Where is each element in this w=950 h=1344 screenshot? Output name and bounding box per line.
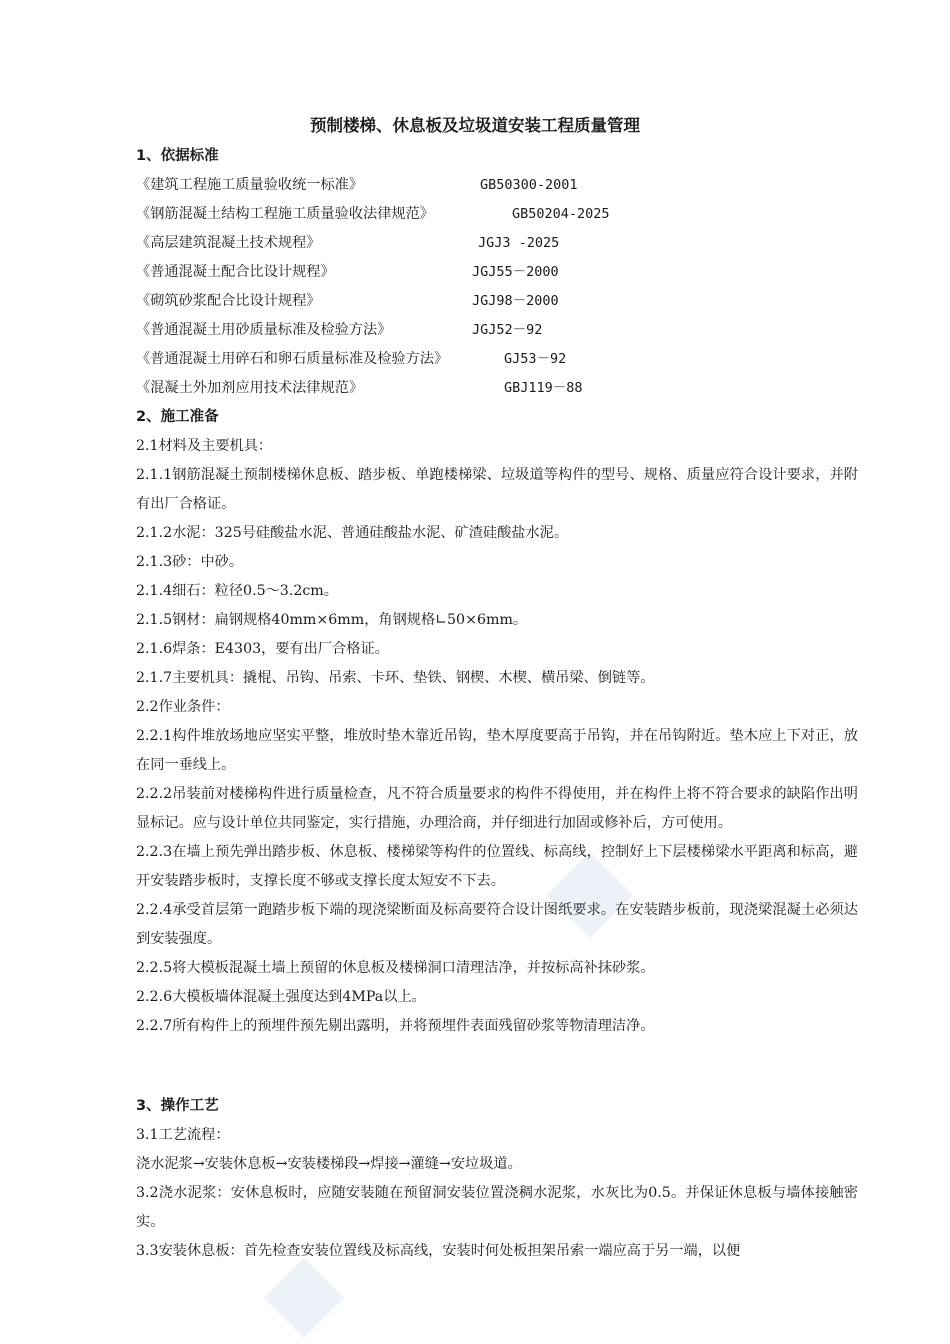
- paragraph: 2.2.1构件堆放场地应坚实平整，堆放时垫木靠近吊钩，垫木厚度要高于吊钩，并在吊钩附近。垫木应上下对正，放在同一垂线上。: [136, 728, 858, 773]
- paragraph: 浇水泥浆→安装休息板→安装楼梯段→焊接→灌缝→安垃圾道。: [136, 1156, 522, 1172]
- standard-name: 《钢筋混凝土结构工程施工质量验收法律规范》: [136, 206, 434, 222]
- standard-item: [136, 345, 858, 374]
- section-heading: 2、施工准备: [136, 409, 219, 425]
- paragraph: 2.2.2吊装前对楼梯构件进行质量检查，凡不符合质量要求的构件不得使用，并在构件上将不符合要求的缺陷作出明显标记。应与设计单位共同鉴定，实行措施，办理洽商，并仔细进行加固或修补后，方可使用。: [136, 786, 858, 831]
- watermark-icon: [262, 1256, 346, 1340]
- paragraph: 2.1.5钢材：扁钢规格40mm×6mm，角钢规格∟50×6mm。: [136, 612, 528, 628]
- standard-name: 《高层建筑混凝土技术规程》: [136, 235, 321, 251]
- standard-code: GB50300-2001: [480, 177, 578, 193]
- paragraph: 2.1.7主要机具：撬棍、吊钩、吊索、卡环、垫铁、钢楔、木楔、横吊梁、倒链等。: [136, 670, 655, 686]
- standard-code: JGJ55－2000: [472, 264, 559, 280]
- paragraph: 2.1.1钢筋混凝土预制楼梯休息板、踏步板、单跑楼梯梁、垃圾道等构件的型号、规格、质量应符合设计要求，并附有出厂合格证。: [136, 467, 858, 512]
- standard-name: 《普通混凝土用碎石和卵石质量标准及检验方法》: [136, 351, 449, 367]
- standard-code: GJ53－92: [504, 351, 567, 367]
- standard-item: [136, 374, 858, 403]
- standard-item: [136, 287, 858, 316]
- paragraph: 2.2.4承受首层第一跑踏步板下端的现浇梁断面及标高要符合设计图纸要求。在安装踏步板前，现浇梁混凝土必须达到安装强度。: [136, 902, 858, 947]
- standard-name: 《砌筑砂浆配合比设计规程》: [136, 293, 321, 309]
- section-heading: 3、操作工艺: [136, 1098, 219, 1114]
- standard-item: [136, 258, 858, 287]
- standard-code: JGJ52－92: [472, 322, 543, 338]
- standard-item: [136, 316, 858, 345]
- section-standards: [136, 142, 858, 403]
- standard-code: GB50204-2025: [512, 206, 610, 222]
- section-process: [136, 1092, 858, 1266]
- paragraph: 2.1.2水泥：325号硅酸盐水泥、普通硅酸盐水泥、矿渣硅酸盐水泥。: [136, 525, 569, 541]
- paragraph: 2.1材料及主要机具：: [136, 438, 273, 454]
- section-heading: 1、依据标准: [136, 148, 219, 164]
- paragraph: 2.2.5将大模板混凝土墙上预留的休息板及楼梯洞口清理洁净，并按标高补抹砂浆。: [136, 960, 655, 976]
- standard-code: GBJ119－88: [504, 380, 583, 396]
- paragraph: 3.3安装休息板：首先检查安装位置线及标高线，安装时何处板担架吊索一端应高于另一端，以便: [136, 1243, 741, 1259]
- paragraph: 2.1.4细石：粒径0.5～3.2cm。: [136, 583, 338, 599]
- page-title: 预制楼梯、休息板及垃圾道安装工程质量管理: [310, 116, 640, 135]
- paragraph: 3.2浇水泥浆：安休息板时，应随安装随在预留洞安装位置浇稠水泥浆，水灰比为0.5。并保证休息板与墙体接触密实。: [136, 1185, 858, 1230]
- standard-name: 《普通混凝土用砂质量标准及检验方法》: [136, 322, 392, 338]
- standard-code: JGJ98－2000: [472, 293, 559, 309]
- paragraph: 2.2作业条件：: [136, 699, 230, 715]
- standard-item: [136, 171, 858, 200]
- standard-item: [136, 200, 858, 229]
- standard-item: [136, 229, 858, 258]
- paragraph: 2.2.3在墙上预先弹出踏步板、休息板、楼梯梁等构件的位置线、标高线，控制好上下层楼梯梁水平距离和标高，避开安装踏步板时，支撑长度不够或支撑长度太短安不下去。: [136, 844, 858, 889]
- paragraph: 2.2.6大模板墙体混凝土强度达到4MPa以上。: [136, 989, 426, 1005]
- paragraph: 2.1.6焊条：E4303，要有出厂合格证。: [136, 641, 389, 657]
- standard-name: 《混凝土外加剂应用技术法律规范》: [136, 380, 364, 396]
- section-preparation: [136, 403, 858, 1041]
- paragraph: 2.2.7所有构件上的预埋件预先剔出露明，并将预埋件表面残留砂浆等物清理洁净。: [136, 1018, 655, 1034]
- standard-name: 《普通混凝土配合比设计规程》: [136, 264, 335, 280]
- paragraph: 3.1工艺流程：: [136, 1127, 230, 1143]
- paragraph: 2.1.3砂：中砂。: [136, 554, 244, 570]
- standard-code: JGJ3 -2025: [478, 235, 560, 251]
- standard-name: 《建筑工程施工质量验收统一标准》: [136, 177, 364, 193]
